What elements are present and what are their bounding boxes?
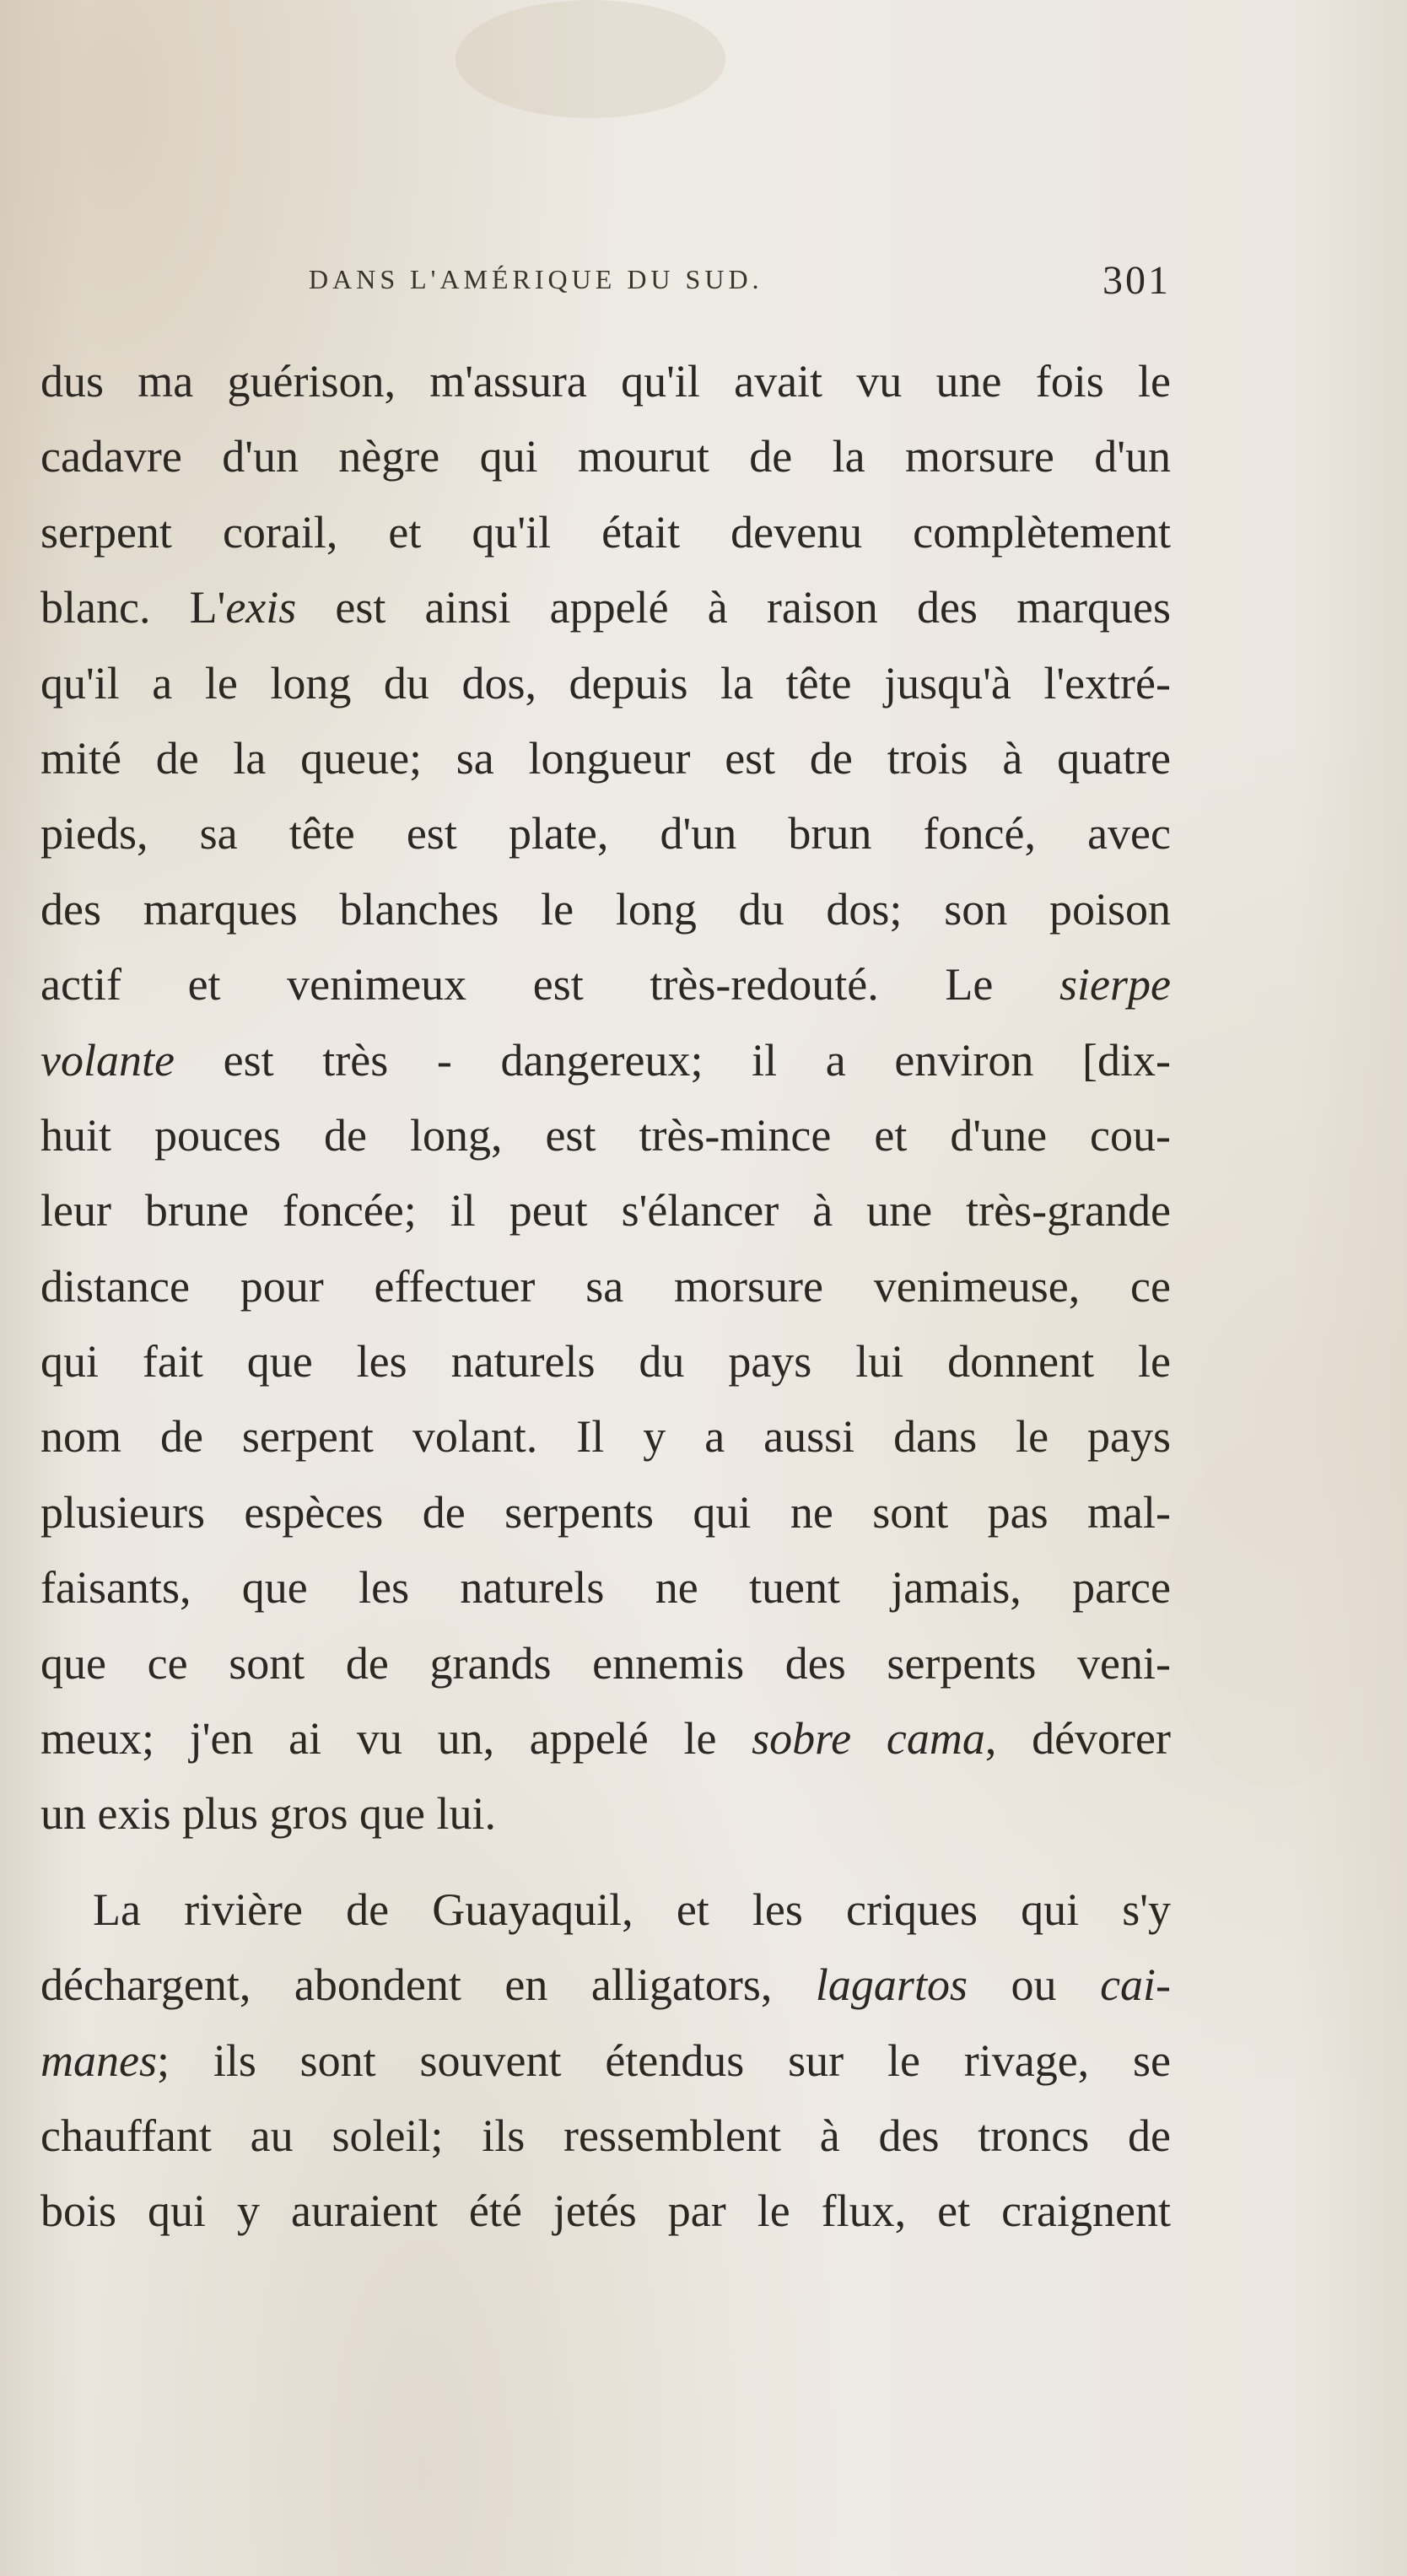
text-run: un exis plus gros que lui. xyxy=(40,1788,496,1840)
text-line xyxy=(40,1098,1171,1173)
text-line xyxy=(40,1173,1171,1248)
text-line xyxy=(40,872,1171,947)
text-run: actif et venimeux est très-redouté. Le xyxy=(40,959,1060,1010)
paper-stain xyxy=(456,0,725,118)
text-run: meux; j'en ai vu un, appelé le xyxy=(40,1713,752,1765)
italic-term: sobre cama xyxy=(752,1713,985,1765)
text-line xyxy=(40,344,1171,419)
text-line xyxy=(40,1324,1171,1399)
text-line xyxy=(40,646,1171,721)
text-run: chauffant au soleil; ils ressemblent à des troncs de xyxy=(40,2110,1171,2161)
running-title: DANS L'AMÉRIQUE DU SUD. xyxy=(309,264,763,294)
text-run: serpent corail, et qu'il était devenu complètement xyxy=(40,506,1171,558)
body-text xyxy=(40,344,1171,2250)
text-run: qui fait que les naturels du pays lui donnent le xyxy=(40,1336,1171,1388)
text-run: qu'il a le long du dos, depuis la tête jusqu'à l'extré- xyxy=(40,657,1171,709)
page-number: 301 xyxy=(1102,258,1171,303)
text-line xyxy=(40,1701,1171,1776)
text-line xyxy=(40,1873,1171,1948)
text-run: La rivière de Guayaquil, et les criques qui s'y xyxy=(93,1883,1171,1935)
italic-term: lagartos xyxy=(815,1959,968,2011)
text-run: est très - dangereux; il a environ [dix- xyxy=(174,1034,1171,1086)
paragraph-break xyxy=(40,1852,1171,1873)
text-run: des marques blanches le long du dos; son poison xyxy=(40,883,1171,935)
text-line xyxy=(40,796,1171,871)
text-run: blanc. L' xyxy=(40,582,226,633)
text-line xyxy=(40,2099,1171,2174)
running-header xyxy=(309,257,1171,308)
text-run: , dévorer xyxy=(984,1713,1171,1765)
text-line xyxy=(40,1399,1171,1474)
text-run: mité de la queue; sa longueur est de trois à quatre xyxy=(40,732,1171,784)
text-run: ou xyxy=(967,1959,1101,2011)
text-line xyxy=(40,1475,1171,1550)
text-line xyxy=(40,419,1171,494)
text-line xyxy=(40,495,1171,570)
italic-term: exis xyxy=(225,582,297,633)
text-line xyxy=(40,1249,1171,1324)
italic-term: volante xyxy=(40,1034,175,1086)
text-run: que ce sont de grands ennemis des serpents veni- xyxy=(40,1637,1171,1689)
text-run: dus ma guérison, m'assura qu'il avait vu une fois le xyxy=(40,356,1171,407)
text-line xyxy=(40,1023,1171,1098)
text-line xyxy=(40,1948,1171,2023)
text-run: cadavre d'un nègre qui mourut de la morsure d'un xyxy=(40,431,1171,482)
text-line xyxy=(40,2024,1171,2099)
italic-term: cai- xyxy=(1100,1959,1172,2011)
text-line xyxy=(40,2174,1171,2249)
text-line xyxy=(40,947,1171,1022)
text-run: bois qui y auraient été jetés par le flux, et craignent xyxy=(40,2185,1171,2237)
text-run: huit pouces de long, est très-mince et d'une cou- xyxy=(40,1109,1171,1161)
text-line xyxy=(40,721,1171,796)
text-run: déchargent, abondent en alligators, xyxy=(40,1959,816,2011)
text-run: ; ils sont souvent étendus sur le rivage, se xyxy=(156,2034,1171,2086)
paper-stain xyxy=(1164,1434,1383,1788)
text-line xyxy=(40,570,1171,645)
text-run: faisants, que les naturels ne tuent jamais, parce xyxy=(40,1562,1171,1614)
text-run: plusieurs espèces de serpents qui ne sont pas mal- xyxy=(40,1486,1171,1538)
text-line xyxy=(40,1550,1171,1625)
text-line xyxy=(40,1626,1171,1701)
italic-term: manes xyxy=(40,2034,157,2086)
italic-term: sierpe xyxy=(1059,959,1171,1010)
text-run: pieds, sa tête est plate, d'un brun foncé, avec xyxy=(40,808,1171,860)
text-run: leur brune foncée; il peut s'élancer à une très-grande xyxy=(40,1185,1171,1237)
text-run: distance pour effectuer sa morsure venimeuse, ce xyxy=(40,1260,1171,1312)
text-line xyxy=(40,1776,1171,1851)
text-run: est ainsi appelé à raison des marques xyxy=(296,582,1172,633)
text-run: nom de serpent volant. Il y a aussi dans le pays xyxy=(40,1411,1171,1463)
